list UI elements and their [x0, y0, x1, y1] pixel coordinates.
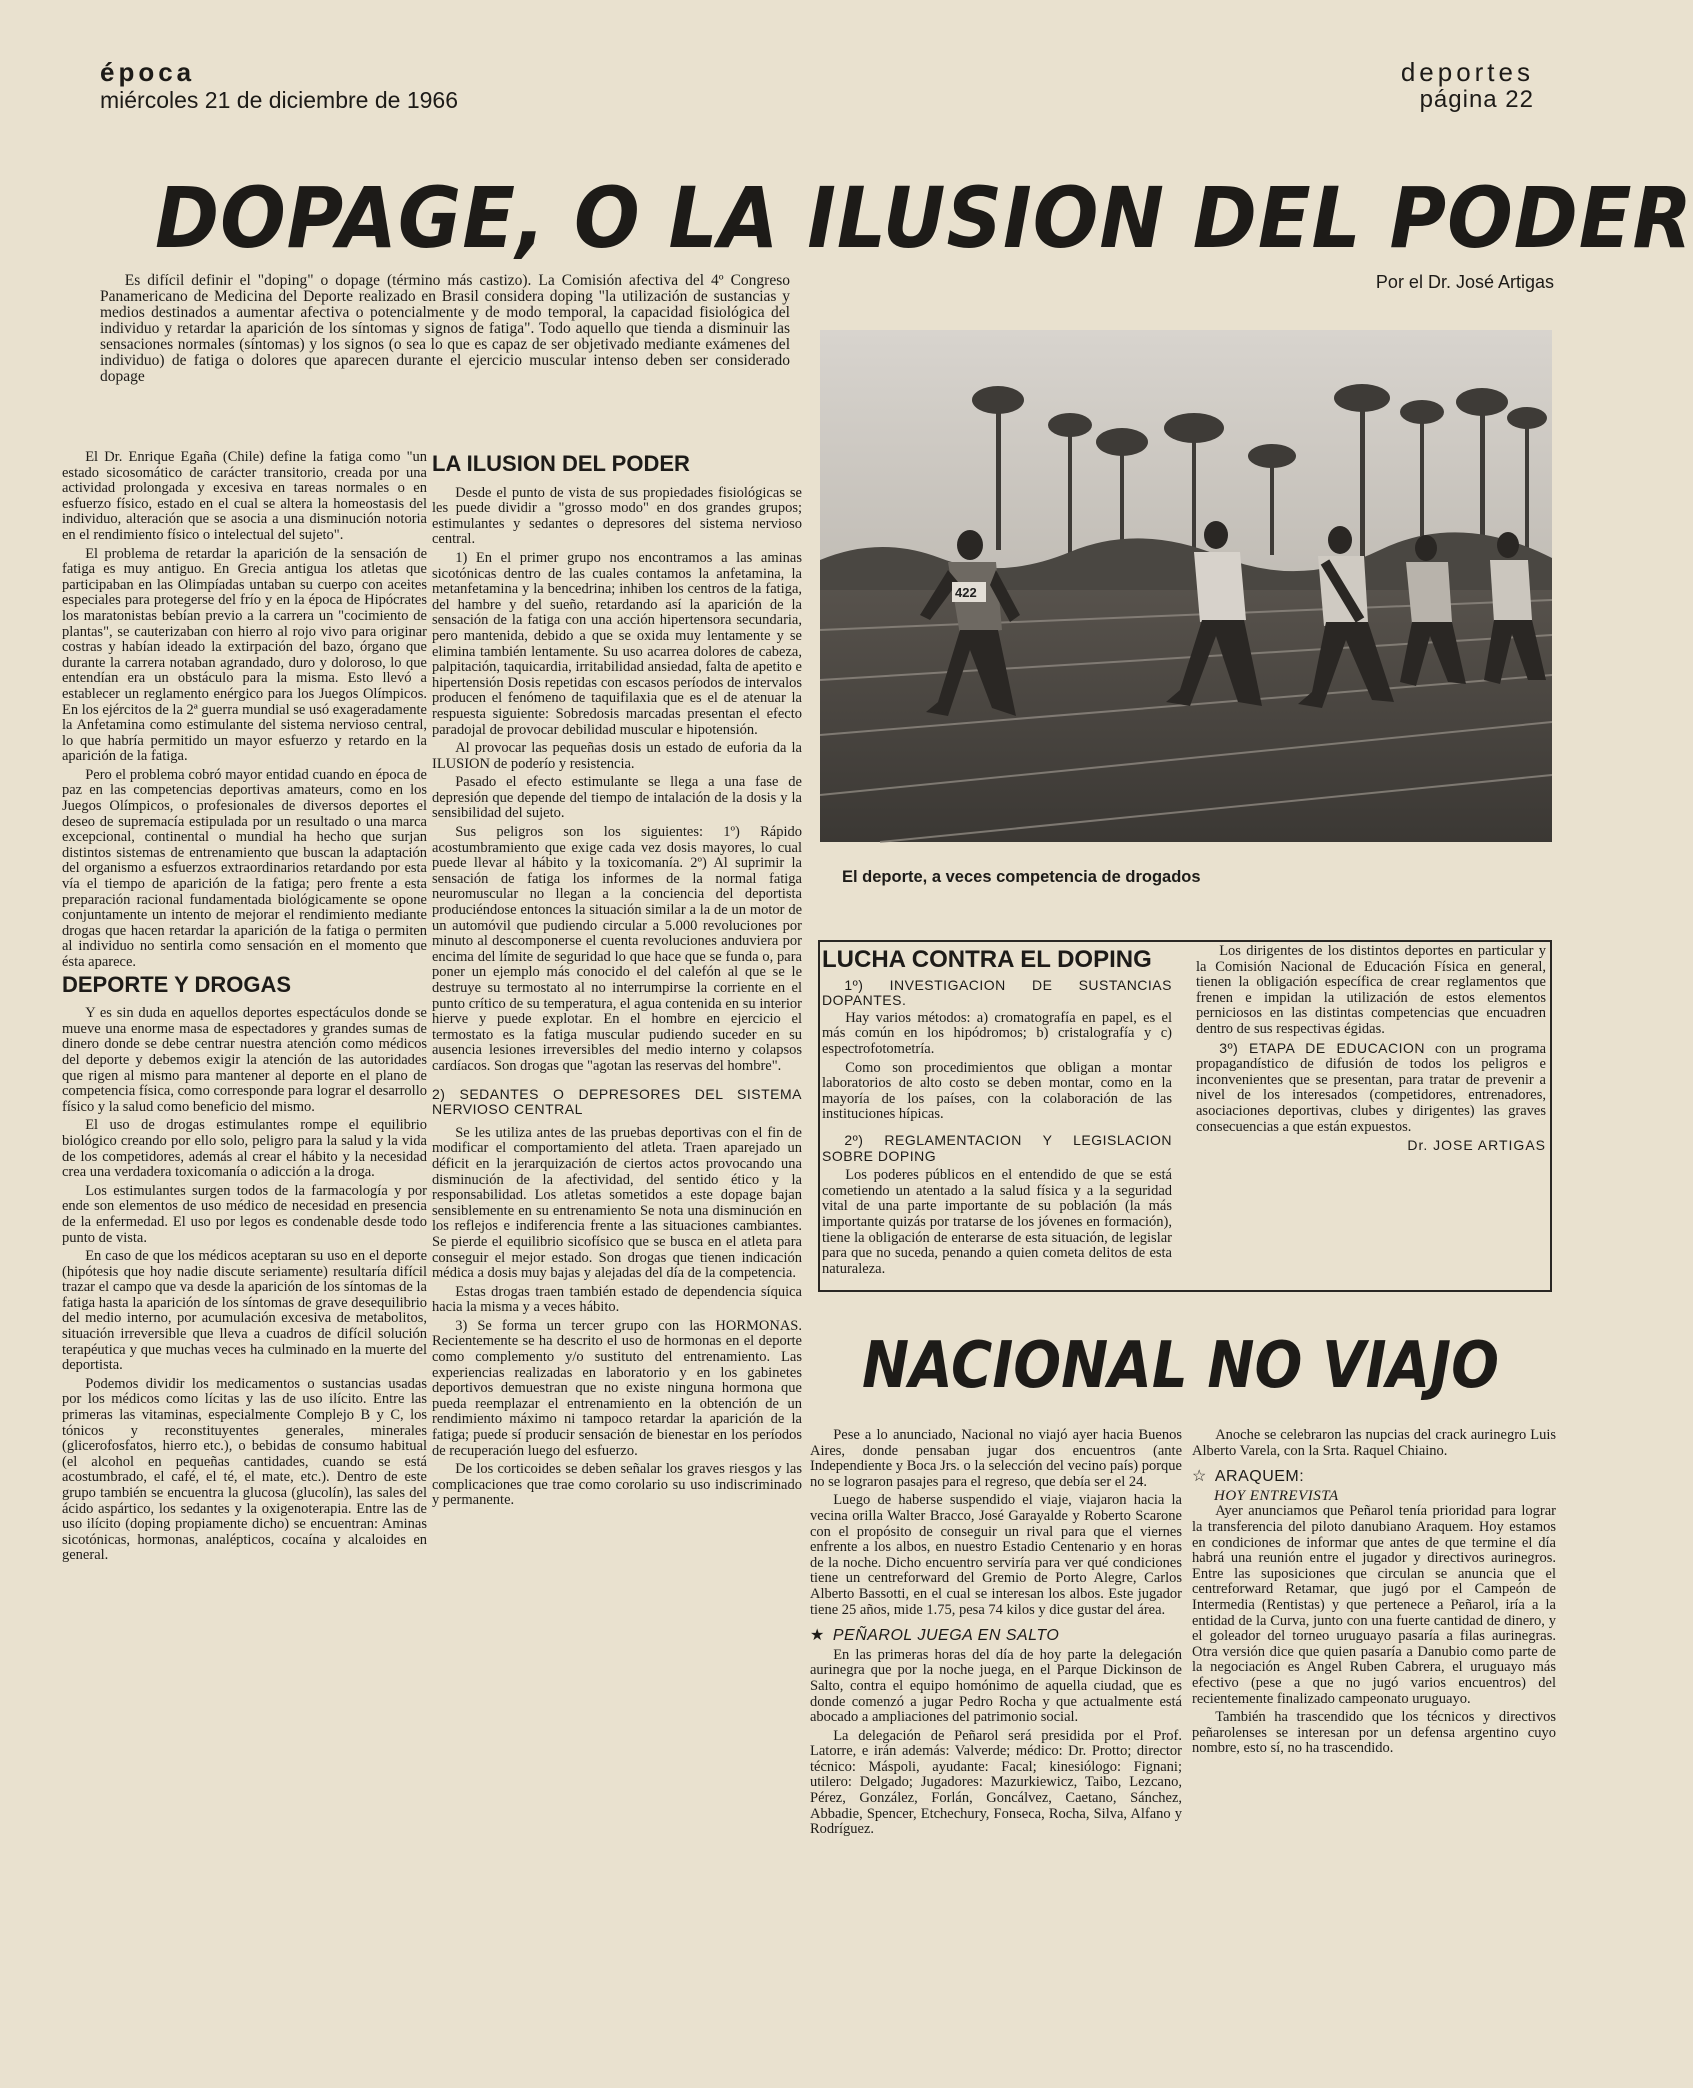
paragraph-group [1192, 1428, 1556, 1459]
star-icon: ★ [810, 1627, 825, 1645]
article-column-2 [432, 450, 802, 1512]
paragraph: El Dr. Enrique Egaña (Chile) define la fatiga como "un estado sicosomático de carácter transitorio, creada por una actividad prolongada y excesiva en tareas normales o en esfuerzo físico, estado en el cual se altera la homeostasis del individuo, alteración que se asocia a una disminución notoria en el rendimiento físico o intelectual del sujeto". [62, 449, 427, 543]
paragraph: Podemos dividir los medicamentos o sustancias usadas por los médicos como lícitas y las de uso ilícito. Entre las primeras las vitaminas, especialmente Complejo B y C, los tónicos y reconstituyentes generales, minerales (glicerofosfatos, hierro etc.), o bebidas de consumo habitual (el alcohol en pequeñas cantidades, cuando se está acostumbrado, el café, el té, el mate, etc.). Dentro de este grupo también se encuentra la glucosa (glucolín), las sales del ácido aspártico, los sedantes y la oxigenoterapia. Entre las de uso ilícito (doping propiamente dicho) se encuentran: Aminas sicotónicas, hormonas, analépticos, cocaína y alcaloides en general. [62, 1375, 427, 1564]
penarol-subheading-text: PEÑAROL JUEGA EN SALTO [832, 1627, 1060, 1645]
sidebar-item-2-text: Los poderes públicos en el entendido de que se está cometiendo un atentado a la salud física y a la seguridad vital de una parte importante de su población (la más importante quizás por tratarse de los jóvenes en formación), tiene la obligación de enterarse de esta situación, de legislar para que no suceda, penando a quien cometa delitos de esta naturaleza. [822, 1167, 1172, 1277]
paragraph: Estas drogas traen también estado de dependencia síquica hacia la misma y a veces hábito. [432, 1283, 802, 1316]
paragraph: De los corticoides se deben señalar los graves riesgos y las complicaciones que trae como corolario su uso indiscriminado y permanente. [432, 1461, 802, 1509]
paragraph: Sus peligros son los siguientes: 1º) Rápido acostumbramiento que exige cada vez dosis mayores, lo cual puede llevar al hábito y la toxicomanía. 2º) Al suprimir la sensación de fatiga los informes de la normal fatiga neuromuscular no llegan a la conciencia del deportista produciéndose entonces la situación similar a la de un motor de un automóvil que pudiendo circular a 5.000 revoluciones por minuto al descomponerse el cuenta revoluciones anduviera por encima del límite de seguridad lo que hace que se funda o, para poner un ejemplo más conocido el del calefón al que se le destruye su termostato al no interrumpirse la corriente en el punto crítico de su temperatura, el agua contenida en su interior hierve y puede explotar. En el hombre en ejercicio el termostato es la fatiga muscular pudiendo suceder en su ausencia lesiones irreversibles del medio interno y colapsos cardíacos. Son drogas que "agotan las reservas del hombre". [432, 824, 802, 1074]
sidebar-signature: Dr. JOSE ARTIGAS [1407, 1137, 1546, 1154]
paper-name: época [100, 57, 196, 87]
paragraph-group [432, 1126, 802, 1509]
subheading-ilusion-del-poder: LA ILUSION DEL PODER [432, 451, 690, 476]
paragraph: Los estimulantes surgen todos de la farmacología y por ende son elementos de uso médico de necesidad en presencia de la enfermedad. El uso por legos es condenable desde todo punto de vista. [62, 1182, 427, 1246]
paragraph: Desde el punto de vista de sus propiedades fisiológicas se les puede dividir a "grosso modo" en dos grandes grupos; estimulantes y sedantes o depresores del sistema nervioso central. [432, 484, 802, 548]
paragraph-group [62, 450, 427, 971]
section-name: deportes [1400, 57, 1534, 87]
paragraph: Luego de haberse suspendido el viaje, viajaron hacia la vecina orilla Walter Bracco, José Garayalde y Roberto Scarone con el propósito de conseguir un rival para que el viernes enfrente a los albos, en nuestro Estadio Centenario y en horas de la noche. Dicho encuentro serviría para ver qué condiciones tiene un centreforward del Gremio de Porto Alegre, Carlos Alberto Bassotti, en el cual se interesan los albos. Este jugador tiene 25 años, mide 1.75, pesa 74 kilos y dice gustar del área. [810, 1492, 1182, 1618]
page-number: página 22 [1419, 86, 1534, 113]
paragraph-group [810, 1648, 1182, 1838]
subheading-sedantes: 2) SEDANTES O DEPRESORES DEL SISTEMA NERVIOSO CENTRAL [432, 1085, 802, 1118]
paragraph: Pasado el efecto estimulante se llega a una fase de depresión que depende del tiempo de intalación de la dosis y la sensibilidad del sujeto. [432, 774, 802, 822]
sidebar-title: LUCHA CONTRA EL DOPING [822, 946, 1152, 973]
paragraph-group [432, 486, 802, 1075]
sidebar-item-1-text: Hay varios métodos: a) cromatografía en papel, es el más común en los hipódromos; b) cristalografía y c) espectrofotometría. [822, 1009, 1172, 1057]
araquem-subheading [1192, 1469, 1556, 1485]
paragraph: 3) Se forma un tercer grupo con las HORMONAS. Recientemente se ha descrito el uso de hormonas en el deporte como complemento y/o sustituto del entrenamiento. Las experiencias realizadas en laboratorio y en los gabinetes deportivos demuestran que no existe ninguna hormona que pueda reemplazar el entrenamiento en la obtención de un rendimiento máximo ni tampoco retardar la aparición de la fatiga; puede sí producir sensación de bienestar en los períodos de recuperación luego del esfuerzo. [432, 1317, 802, 1459]
subheading-deporte-y-drogas: DEPORTE Y DROGAS [62, 971, 292, 997]
runner-bib-number: 422 [955, 585, 977, 600]
sidebar-box-left [822, 946, 1172, 1277]
intro-paragraph: Es difícil definir el "doping" o dopage (término más castizo). La Comisión afectiva del 4º Congreso Panamericano de Medicina del Deporte realizado en Brasil considera doping "la utilización de sustancias y medios destinados a aumentar afectiva o potencialmente y de modo temporal, la capacidad fisiológica del individuo y retardar la aparición de los síntomas y signos de fatiga". Todo aquello que tienda a disminuir las sensaciones normales (síntomas) y los signos (o sea lo que es capaz de ser objetivado mediante exámenes del individuo) de fatiga o dolores que aparecen durante el ejercicio muscular intenso deben ser considerado dopage [100, 272, 790, 385]
main-headline: DOPAGE, O LA ILUSION DEL PODER [155, 169, 1693, 267]
byline: Por el Dr. José Artigas [1375, 272, 1554, 292]
paragraph: Anoche se celebraron las nupcias del crack aurinegro Luis Alberto Varela, con la Srta. Raquel Chiaino. [1192, 1427, 1556, 1459]
paragraph: En las primeras horas del día de hoy parte la delegación aurinegra que por la noche juega, en el Parque Dickinson de Salto, contra el equipo homónimo de aquella ciudad, que es donde comenzó a jugar Pedro Rocha y que actualmente está abocado a ampliaciones del patrimonio social. [810, 1646, 1182, 1726]
sidebar-item-3-heading: 3º) ETAPA DE EDUCACION [1219, 1039, 1426, 1056]
paragraph: Y es sin duda en aquellos deportes espectáculos donde se mueve una enorme masa de espectadores y grandes sumas de dinero donde se debe centrar nuestra atención como médicos del deporte y debemos exigir la atención de las autoridades que rigen al mismo para mantener al deporte en el plano de competencia física, como corresponde para lograr el desarrollo físico y la salud como beneficio del mismo. [62, 1005, 427, 1115]
paragraph: Pese a lo anunciado, Nacional no viajó ayer hacia Buenos Aires, donde pensaban jugar dos encuentros (ante Independiente y Boca Jrs. o la selección del vecino país) porque no se lograron pasajes para el regreso, que debía ser el 24. [810, 1427, 1182, 1490]
sidebar-right-paragraph: Los dirigentes de los distintos deportes en particular y la Comisión Nacional de Educación Física en general, tienen la obligación específica de crear reglamentos que frenen e impidan la utilización de estos elementos perniciosos en las distintas competencias que encuadren dentro de sus respectivas égidas. [1196, 943, 1546, 1037]
nacional-headline: NACIONAL NO VIAJO [862, 1329, 1499, 1403]
paragraph: La delegación de Peñarol será presidida por el Prof. Latorre, e irán además: Valverde; médico: Dr. Protto; director técnico: Máspoli, ayudante: Facal; kinesiólogo: Fignani; utilero: Delgado; Jugadores: Mazurkiewicz, Taibo, Lezcano, Pérez, González, Forlán, Goncálvez, Caetano, Sánchez, Abbadie, Spencer, Etchechury, Fonseca, Rocha, Silva, Alfano y Rodríguez. [810, 1727, 1182, 1838]
araquem-subtitle: HOY ENTREVISTA [1214, 1487, 1339, 1504]
paragraph: Se les utiliza antes de las pruebas deportivas con el fin de modificar el comportamiento del atleta. Traen aparejado un déficit en la jerarquización de ciertos actos provocando una disminución de la afectividad, del sentido ético y la responsabilidad. Los atletas sometidos a este dopage bajan sensiblemente en su entrenamiento Se nota una disminución en los reflejos e indiferencia frente a las situaciones cambiantes. Se pierde el equilibrio sicofísico que se busca en el atleta para conseguir el mejor estado. Son drogas que tienen indicación médica a dosis muy bajas y alejadas del día de la competencia. [432, 1124, 802, 1282]
paragraph: También ha trascendido que los técnicos y directivos peñarolenses se interesan por un defensa argentino cuyo nombre, esto sí, no ha trascendido. [1192, 1709, 1556, 1757]
sidebar-box-right [1196, 944, 1546, 1157]
sidebar-item-3-text: con un programa propagandístico de difusión de todos los peligros e inconvenientes que se presentan, para tratar de prevenir a nivel de los interesados (competidores, entrenadores, asociaciones deportivas, clubes y dirigentes) las graves consecuencias a que están expuestos. [1196, 1040, 1547, 1135]
nacional-column-2 [1192, 1428, 1556, 1760]
paragraph-group [62, 1006, 427, 1564]
sidebar-item-1-heading: 1º) INVESTIGACION DE SUSTANCIAS DOPANTES. [822, 976, 1172, 1009]
paragraph-group [810, 1428, 1182, 1618]
paragraph: Ayer anunciamos que Peñarol tenía prioridad para lograr la transferencia del piloto danubiano Araquem. Hoy estamos en condiciones de informar que antes de que termine el día habrá una reunión entre el jugador y directivos aurinegros. Entre las suposiciones que circulan se anuncia que el centreforward Retamar, que jugó por el Campeón de Intermedia (Rentistas) y que pertenece a Peñarol, iría a la entidad de la Curva, junto con una fuerte cantidad de dinero, y el goleador del torneo uruguayo pasaría a filas aurinegras. Otra versión dice que quien pasaría a Danubio como parte de la negociación es Angel Ruben Cabrera, el uruguayo más efectivo (pese a que no jugó varios encuentros) del recientemente finalizado campeonato uruguayo. [1192, 1503, 1556, 1707]
masthead-right [1401, 58, 1534, 114]
paragraph-group [1192, 1504, 1556, 1757]
article-column-1 [62, 450, 427, 1567]
masthead-left [100, 58, 458, 114]
penarol-subheading [810, 1628, 1182, 1644]
article-intro [100, 273, 790, 388]
sidebar-item-2-heading: 2º) REGLAMENTACION Y LEGISLACION SOBRE DOPING [822, 1131, 1172, 1164]
paragraph: El problema de retardar la aparición de la sensación de fatiga es muy antiguo. En Grecia antigua los atletas que participaban en las Olimpíadas untaban su cuerpo con aceites especiales para protegerse del frío y en la época de Hipócrates los maratonistas bebían previo a la carrera un "cocimiento de plantas", se cauterizaban con hierro al rojo vivo para originar costras y habían ideado la extirpación del bazo, órgano que durante la carrera notaban agrandado, duro y doloroso, lo que entendían era un obstáculo para la misma. Esto llevó a establecer un reglamento enérgico para los Juegos Olímpicos. En los ejércitos de la 2ª guerra mundial se usó exageradamente la Anfetamina como estimulante del sistema nervioso central, lo que habría permitido un mayor esfuerzo y retardo en la aparición de la fatiga. [62, 545, 427, 765]
araquem-subheading-text: ARAQUEM: [1214, 1468, 1305, 1486]
nacional-column-1 [810, 1428, 1182, 1841]
paragraph: El uso de drogas estimulantes rompe el equilibrio biológico creando por ello solo, peligro para la salud y la vida de los competidores, además al crear el hábito y la necesidad crea una verdadera toxicomanía o adicción a la droga. [62, 1117, 427, 1181]
star-outline-icon: ☆ [1192, 1468, 1207, 1486]
paragraph: En caso de que los médicos aceptaran su uso en el deporte (hipótesis que hoy nadie discute seriamente) resultaría difícil trazar el campo que va desde la aparición de los síntomas de la fatiga hasta la aparición de los síntomas de grave desequilibrio del medio interno, por acumulación excesiva de metabolitos, situación irreversible que lleva a cuadros de difícil solución terapéutica y que muchas veces ha culminado en la muerte del deportista. [62, 1248, 427, 1374]
paragraph: 1) En el primer grupo nos encontramos a las aminas sicotónicas dentro de las cuales contamos la anfetamina, la metanfetamina y la bencedrina; inhiben los centros de la fatiga, del hambre y del sueño, retardando así la aparición de la sensación de la fatiga con una acción hipertensora secundaria, pero mantenida, debido a que se oxida muy lentamente y se elimina también lentamente. Su uso acarrea dolores de cabeza, palpitación, taquicardia, irritabilidad ansiedad, falta de apetito e hipertensión Dosis repetidas con escasos períodos de intervalos producen el fenómeno de taquifilaxia que es el de atenuar la respuesta siguiente: Sobredosis marcadas presentan el efecto paradojal de provocar debilidad muscular e hipotensión. [432, 549, 802, 738]
paragraph: Pero el problema cobró mayor entidad cuando en época de paz en las competencias deportivas amateurs, como en los Juegos Olímpicos, o profesionales de diversos deportes el deseo de supremacía estipulada por un resultado o una marca excepcional, continental o mundial ha hecho que surjan distintos sistemas de entrenamiento que buscan la adaptación del organismo a esfuerzos extraordinarios retardando por esta vía el tiempo de aparición de la fatiga; pero frente a esta preparación racional fundamentada biológicamente se opone conjuntamente un intento de mejorar el rendimiento mediante drogas que hacen retardar la aparición de la fatiga o permiten al individuo no sentirla como sensación en el momento que ésta aparece. [62, 766, 427, 970]
photo-illustration [820, 330, 1552, 842]
photo-caption: El deporte, a veces competencia de drogados [842, 868, 1201, 886]
sidebar-item-3 [1196, 1041, 1546, 1136]
sidebar-item-1-paragraph: Como son procedimientos que obligan a montar laboratorios de alto costo se deben montar, como en la mayoría de los países, con la colaboración de las instituciones hípicas. [822, 1059, 1172, 1123]
paragraph: Al provocar las pequeñas dosis un estado de euforia da la ILUSION de poderío y resistencia. [432, 740, 802, 772]
runners-photo [820, 330, 1552, 842]
issue-date: miércoles 21 de diciembre de 1966 [100, 87, 458, 113]
